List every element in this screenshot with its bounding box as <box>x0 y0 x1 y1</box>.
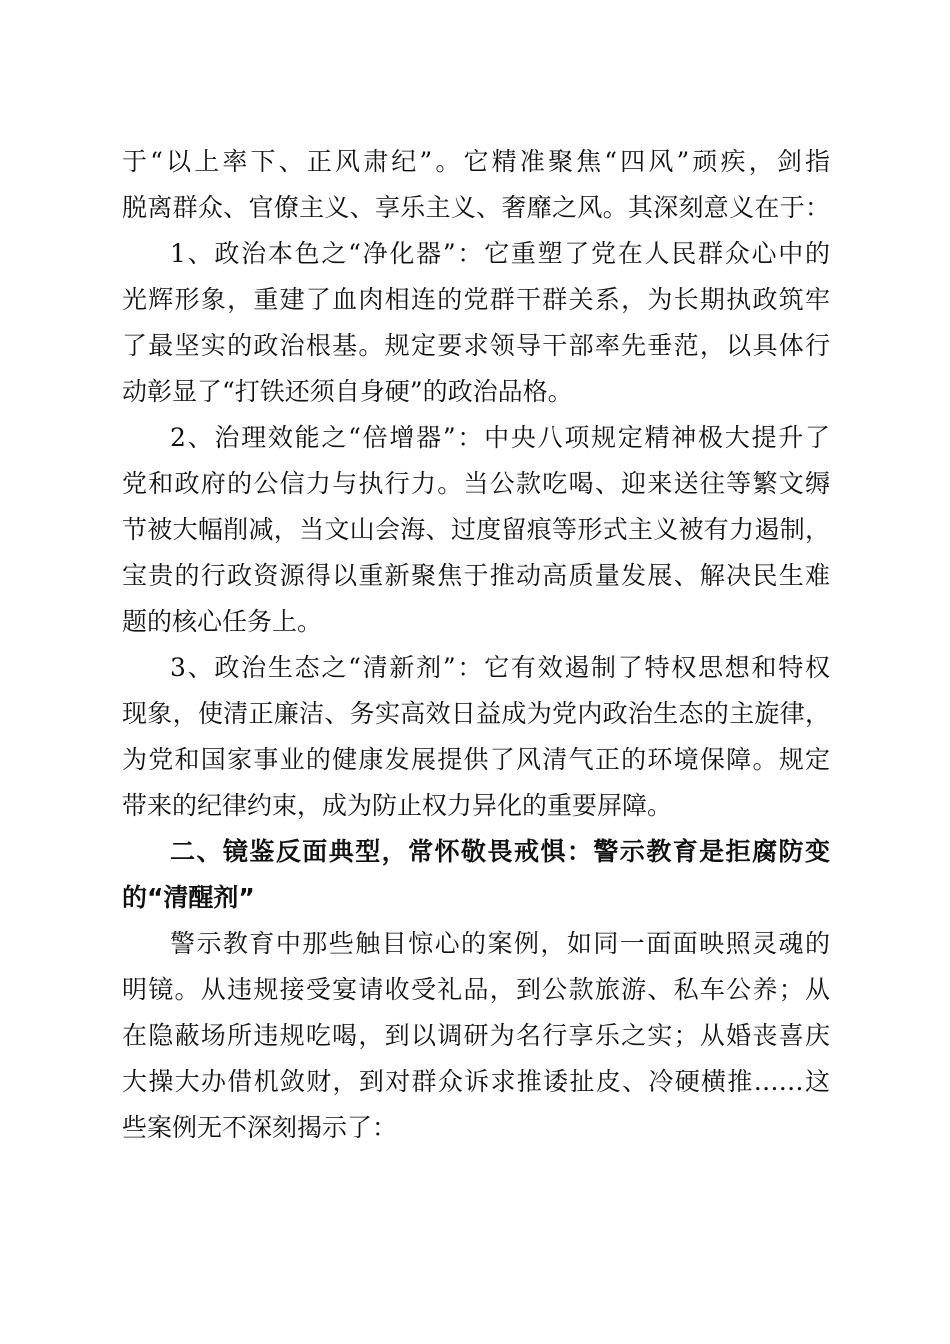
text-line: 为党和国家事业的健康发展提供了风清气正的环境保障。规定 <box>122 745 830 774</box>
text-line: 明镜。从违规接受宴请收受礼品，到公款旅游、私车公养；从 <box>122 975 830 1004</box>
text-line: 题的核心任务上。 <box>122 607 323 636</box>
text-line: 在隐蔽场所违规吃喝，到以调研为名行享乐之实；从婚丧喜庆 <box>122 1021 830 1050</box>
text-line: 光辉形象，重建了血肉相连的党群干群关系，为长期执政筑牢 <box>122 285 830 314</box>
text-line: 3、政治生态之“清新剂”：它有效遏制了特权思想和特权 <box>170 653 830 682</box>
text-line: 些案例无不深刻揭示了： <box>122 1113 398 1142</box>
text-line: 大操大办借机敛财，到对群众诉求推诿扯皮、冷硬横推……这 <box>122 1067 830 1096</box>
text-line: 宝贵的行政资源得以重新聚焦于推动高质量发展、解决民生难 <box>122 561 830 590</box>
text-line: 动彰显了“打铁还须自身硬”的政治品格。 <box>122 377 573 406</box>
heading-line: 二、镜鉴反面典型，常怀敬畏戒惧：警示教育是拒腐防变 <box>170 837 830 866</box>
text-line: 2、治理效能之“倍增器”：中央八项规定精神极大提升了 <box>170 423 830 452</box>
text-line: 节被大幅削减，当文山会海、过度留痕等形式主义被有力遏制， <box>122 515 830 544</box>
heading-line: 的“清醒剂” <box>122 883 255 912</box>
text-line: 警示教育中那些触目惊心的案例，如同一面面映照灵魂的 <box>170 929 830 958</box>
text-line: 了最坚实的政治根基。规定要求领导干部率先垂范，以具体行 <box>122 331 830 360</box>
text-line: 脱离群众、官僚主义、享乐主义、奢靡之风。其深刻意义在于： <box>122 193 830 222</box>
text-line: 现象，使清正廉洁、务实高效日益成为党内政治生态的主旋律， <box>122 699 830 728</box>
text-line: 带来的纪律约束，成为防止权力异化的重要屏障。 <box>122 791 673 820</box>
text-line: 党和政府的公信力与执行力。当公款吃喝、迎来送往等繁文缛 <box>122 469 830 498</box>
text-line: 于“以上率下、正风肃纪”。它精准聚焦“四风”顽疾，剑指 <box>122 147 830 176</box>
text-line: 1、政治本色之“净化器”：它重塑了党在人民群众心中的 <box>170 239 830 268</box>
